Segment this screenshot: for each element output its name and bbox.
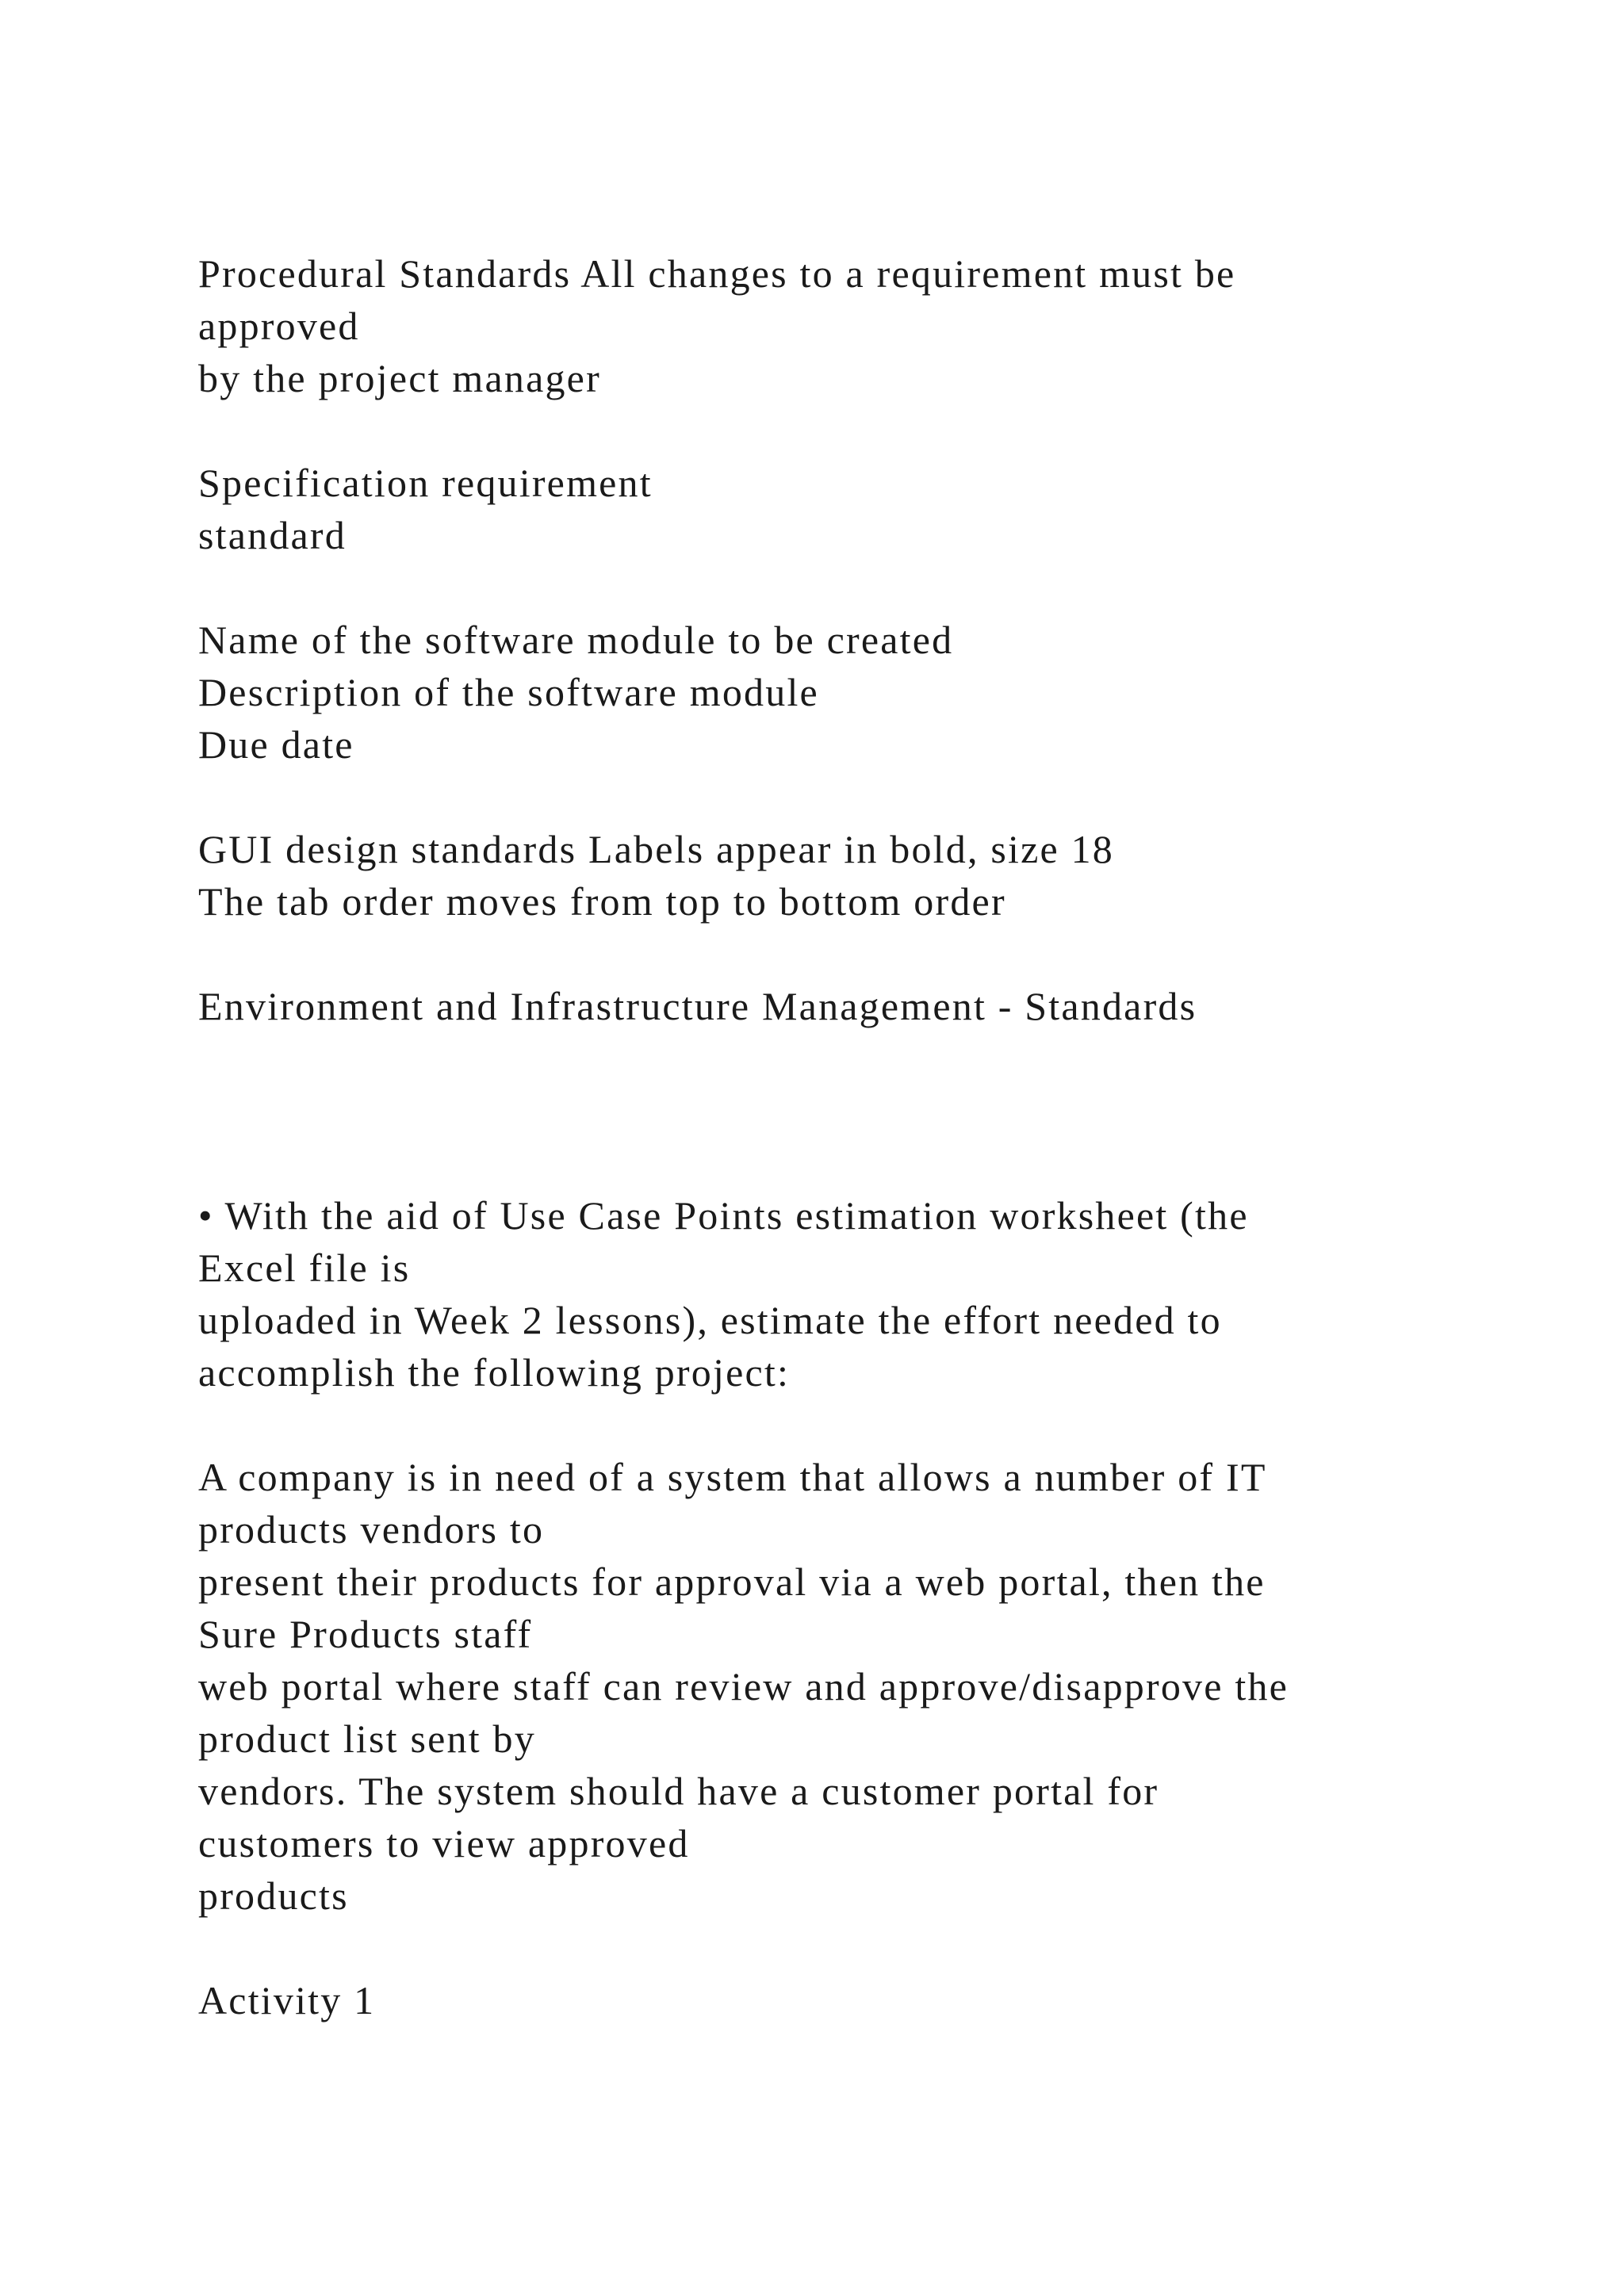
text-line: vendors. The system should have a customer portal for [198, 1769, 1159, 1813]
text-line: products vendors to [198, 1507, 545, 1552]
text-line: accomplish the following project: [198, 1350, 791, 1395]
text-line: approved [198, 304, 360, 348]
text-line: Description of the software module [198, 670, 819, 714]
text-line: product list sent by [198, 1716, 536, 1761]
text-line: standard [198, 513, 347, 557]
text-line: Sure Products staff [198, 1612, 533, 1656]
paragraph-gap [198, 561, 1546, 614]
text-line: A company is in need of a system that allows a number of IT [198, 1455, 1267, 1499]
text-line: customers to view approved [198, 1821, 690, 1866]
paragraph-gap [198, 928, 1546, 980]
paragraph-gap [198, 771, 1546, 823]
text-line: uploaded in Week 2 lessons), estimate the effort needed to [198, 1298, 1222, 1342]
text-line: web portal where staff can review and approve/disapprove the [198, 1664, 1289, 1709]
text-line: Specification requirement [198, 461, 653, 505]
specification-requirement-paragraph [198, 457, 1546, 561]
text-line: Due date [198, 722, 354, 767]
text-line: Procedural Standards All changes to a requirement must be [198, 251, 1236, 296]
text-line: Name of the software module to be created [198, 618, 954, 662]
software-module-paragraph [198, 614, 1546, 771]
text-line: present their products for approval via a web portal, then the [198, 1559, 1266, 1604]
text-line: GUI design standards Labels appear in bold, size 18 [198, 827, 1114, 871]
text-line: • With the aid of Use Case Points estimation worksheet (the [198, 1193, 1249, 1238]
paragraph-gap [198, 404, 1546, 457]
text-line: The tab order moves from top to bottom order [198, 879, 1006, 924]
task-instruction-paragraph [198, 1189, 1546, 1399]
text-line: by the project manager [198, 356, 601, 400]
text-line: Activity 1 [198, 1978, 376, 2022]
paragraph-gap [198, 1922, 1546, 1974]
paragraph-gap [198, 1399, 1546, 1451]
text-line: Excel file is [198, 1246, 411, 1290]
gui-design-standards-paragraph [198, 823, 1546, 928]
activity-heading [198, 1974, 1546, 2026]
document-body [198, 247, 1546, 2026]
section-gap [198, 1032, 1546, 1189]
text-line: products [198, 1873, 349, 1918]
project-scenario-paragraph [198, 1451, 1546, 1922]
procedural-standards-paragraph [198, 247, 1546, 404]
environment-standards-paragraph [198, 980, 1546, 1032]
text-line: Environment and Infrastructure Management - Standards [198, 984, 1197, 1028]
